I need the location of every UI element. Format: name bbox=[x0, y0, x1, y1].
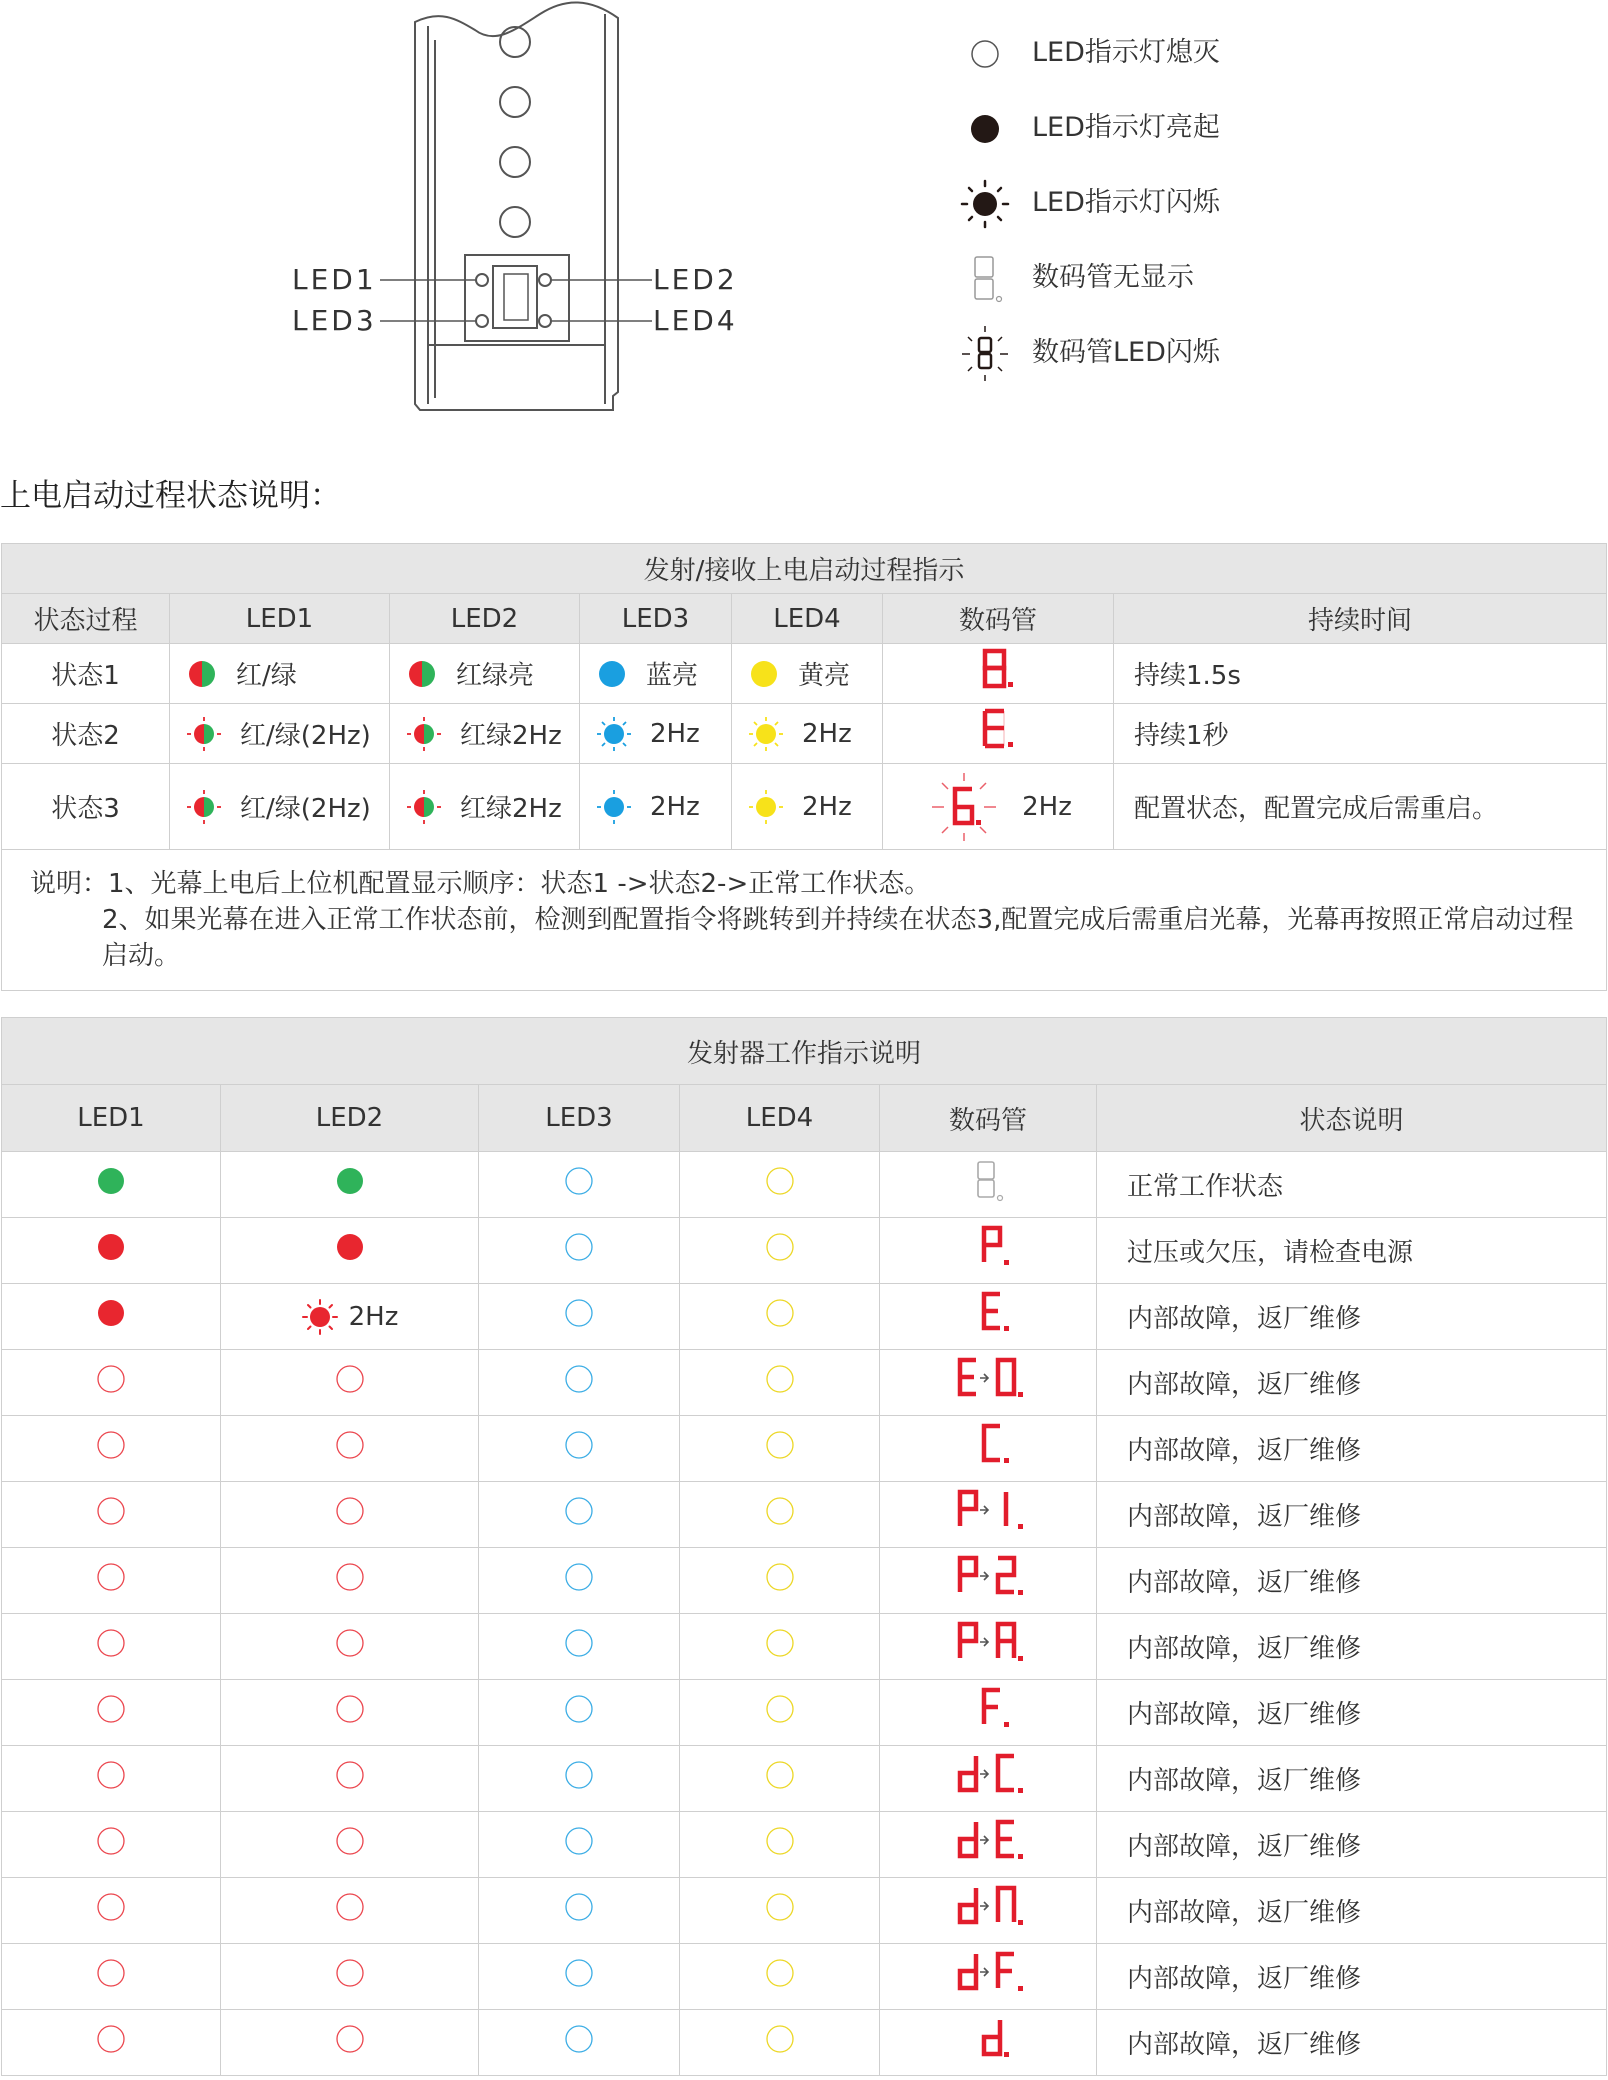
segment-cell bbox=[880, 1284, 1097, 1350]
legend-text: LED指示灯闪烁 bbox=[1032, 187, 1220, 218]
header-cell: LED2 bbox=[390, 594, 580, 644]
led-off-icon bbox=[763, 1890, 797, 1924]
led-off-icon bbox=[763, 1494, 797, 1528]
led-text: 2Hz bbox=[650, 718, 700, 749]
header-cell: 数码管 bbox=[880, 1085, 1097, 1152]
led1-label: LED1 bbox=[292, 263, 377, 296]
segment-display-icon bbox=[948, 1422, 1028, 1468]
description-cell: 内部故障，返厂维修 bbox=[1097, 1482, 1607, 1548]
sun-blink-icon bbox=[950, 174, 1020, 234]
segment-display-icon bbox=[948, 1686, 1028, 1732]
segment-extra-text: 2Hz bbox=[1022, 791, 1072, 822]
led4-cell bbox=[680, 1746, 880, 1812]
circle-filled-icon bbox=[950, 99, 1020, 159]
legend-item-seg-blank bbox=[950, 243, 1570, 318]
red-green-blink-icon bbox=[186, 789, 222, 825]
legend-text: LED指示灯亮起 bbox=[1032, 112, 1220, 143]
description-cell: 内部故障，返厂维修 bbox=[1097, 1812, 1607, 1878]
segment-display-icon bbox=[948, 1554, 1028, 1600]
red-green-blink-icon bbox=[406, 716, 442, 752]
emitter-body bbox=[2, 1152, 1607, 2076]
led4-cell bbox=[732, 704, 883, 764]
segment-display-icon bbox=[948, 1620, 1028, 1666]
led1-cell bbox=[2, 1944, 221, 2010]
led1-cell bbox=[2, 1152, 221, 1218]
led-off-icon bbox=[333, 1956, 367, 1990]
led2-cell bbox=[221, 1284, 479, 1350]
led3-cell bbox=[479, 1878, 680, 1944]
description-cell: 内部故障，返厂维修 bbox=[1097, 1746, 1607, 1812]
led-on-icon bbox=[94, 1230, 128, 1264]
led2-cell bbox=[221, 1548, 479, 1614]
led4-cell bbox=[680, 1680, 880, 1746]
header-cell: 状态过程 bbox=[2, 594, 170, 644]
led3-cell bbox=[479, 1152, 680, 1218]
blue-led-icon bbox=[596, 658, 628, 690]
table-row bbox=[2, 1680, 1607, 1746]
startup-table bbox=[1, 543, 1607, 991]
led-off-icon bbox=[562, 1230, 596, 1264]
led-blink-icon bbox=[301, 1298, 339, 1336]
description-cell: 内部故障，返厂维修 bbox=[1097, 1548, 1607, 1614]
led4-cell bbox=[680, 1878, 880, 1944]
table-row bbox=[2, 1548, 1607, 1614]
segment-display-icon bbox=[948, 1356, 1028, 1402]
led4-cell bbox=[680, 1284, 880, 1350]
description-cell: 内部故障，返厂维修 bbox=[1097, 1416, 1607, 1482]
led-off-icon bbox=[94, 1494, 128, 1528]
note-line-2: 2、如果光幕在进入正常工作状态前，检测到配置指令将跳转到并持续在状态3,配置完成后需重启光幕，光幕再按照正常启动过程启动。 bbox=[102, 905, 1574, 971]
table-row bbox=[2, 1878, 1607, 1944]
state-cell: 状态3 bbox=[2, 764, 170, 850]
legend-item-blink bbox=[950, 168, 1570, 243]
led-off-icon bbox=[562, 1494, 596, 1528]
led2-cell bbox=[390, 704, 580, 764]
segment-display-icon bbox=[948, 2016, 1028, 2062]
led3-cell bbox=[580, 764, 732, 850]
red-green-led-icon bbox=[186, 658, 218, 690]
segment-cell bbox=[880, 1218, 1097, 1284]
startup-table-title: 发射/接收上电启动过程指示 bbox=[2, 544, 1607, 594]
description-cell: 内部故障，返厂维修 bbox=[1097, 1350, 1607, 1416]
seg-6-blink-icon bbox=[924, 771, 1014, 843]
segment-display-icon bbox=[948, 1752, 1028, 1798]
red-green-blink-icon bbox=[186, 716, 222, 752]
table-row bbox=[2, 1812, 1607, 1878]
legend bbox=[950, 18, 1570, 393]
led-off-icon bbox=[333, 1494, 367, 1528]
led2-cell bbox=[221, 1680, 479, 1746]
header-cell: LED3 bbox=[580, 594, 732, 644]
led-on-icon bbox=[94, 1296, 128, 1330]
circle-outline-icon bbox=[950, 24, 1020, 84]
led-text: 红/绿(2Hz) bbox=[240, 794, 371, 824]
led-off-icon bbox=[333, 1890, 367, 1924]
led-off-icon bbox=[562, 1956, 596, 1990]
led-off-icon bbox=[333, 2022, 367, 2056]
segment-cell bbox=[880, 1350, 1097, 1416]
led4-cell bbox=[680, 1152, 880, 1218]
led1-cell bbox=[2, 1746, 221, 1812]
seg-blank-red-icon bbox=[973, 706, 1023, 754]
segment-cell bbox=[880, 1812, 1097, 1878]
led-off-icon bbox=[763, 2022, 797, 2056]
led-off-icon bbox=[94, 1692, 128, 1726]
led2-cell bbox=[221, 1944, 479, 2010]
led1-cell bbox=[2, 1812, 221, 1878]
led-off-icon bbox=[94, 1626, 128, 1660]
table-row bbox=[2, 1152, 1607, 1218]
state-cell: 状态2 bbox=[2, 704, 170, 764]
led-text: 红/绿 bbox=[236, 661, 297, 691]
led3-cell bbox=[479, 1614, 680, 1680]
blue-blink-icon bbox=[596, 789, 632, 825]
description-cell: 过压或欠压，请检查电源 bbox=[1097, 1218, 1607, 1284]
description-cell: 内部故障，返厂维修 bbox=[1097, 1614, 1607, 1680]
header-cell: 持续时间 bbox=[1114, 594, 1607, 644]
led-text: 2Hz bbox=[802, 718, 852, 749]
led1-cell bbox=[2, 1548, 221, 1614]
led3-cell bbox=[580, 644, 732, 704]
header-cell: LED4 bbox=[732, 594, 883, 644]
led-off-icon bbox=[763, 1164, 797, 1198]
table-row bbox=[2, 1944, 1607, 2010]
led1-cell bbox=[2, 1482, 221, 1548]
led-off-icon bbox=[333, 1692, 367, 1726]
led-off-icon bbox=[94, 1428, 128, 1462]
led4-cell bbox=[680, 1416, 880, 1482]
led1-cell bbox=[2, 1614, 221, 1680]
header-cell: LED2 bbox=[221, 1085, 479, 1152]
section-title: 上电启动过程状态说明： bbox=[0, 478, 341, 514]
led-off-icon bbox=[763, 1560, 797, 1594]
led-text: 2Hz bbox=[802, 791, 852, 822]
led-off-icon bbox=[333, 1428, 367, 1462]
led3-cell bbox=[479, 1944, 680, 2010]
description-cell: 内部故障，返厂维修 bbox=[1097, 2010, 1607, 2076]
segment-cell bbox=[880, 1878, 1097, 1944]
emitter-table bbox=[1, 1017, 1607, 2076]
led2-blink-group bbox=[221, 1298, 478, 1336]
led3-cell bbox=[479, 1680, 680, 1746]
led1-cell bbox=[170, 644, 390, 704]
led-off-icon bbox=[763, 1692, 797, 1726]
led2-cell bbox=[221, 1152, 479, 1218]
table-row bbox=[2, 1482, 1607, 1548]
legend-text: 数码管LED闪烁 bbox=[1032, 337, 1220, 368]
description-cell: 内部故障，返厂维修 bbox=[1097, 1284, 1607, 1350]
segment-cell bbox=[880, 1614, 1097, 1680]
yellow-led-icon bbox=[748, 658, 780, 690]
led-off-icon bbox=[562, 1758, 596, 1792]
segment-display-icon bbox=[948, 1950, 1028, 1996]
note-cell bbox=[2, 850, 1607, 991]
led2-cell bbox=[221, 1482, 479, 1548]
led2-cell bbox=[221, 1746, 479, 1812]
led3-cell bbox=[479, 1548, 680, 1614]
table-row bbox=[2, 764, 1607, 850]
segment-cell bbox=[880, 1416, 1097, 1482]
led3-cell bbox=[479, 1746, 680, 1812]
table-row bbox=[2, 644, 1607, 704]
led-off-icon bbox=[562, 1164, 596, 1198]
led4-cell bbox=[680, 2010, 880, 2076]
segment-cell bbox=[883, 704, 1114, 764]
led-off-icon bbox=[562, 1890, 596, 1924]
led1-cell bbox=[170, 764, 390, 850]
led2-cell bbox=[221, 1878, 479, 1944]
led-on-icon bbox=[333, 1230, 367, 1264]
table-row bbox=[2, 1614, 1607, 1680]
led-off-icon bbox=[763, 1428, 797, 1462]
led-off-icon bbox=[562, 1362, 596, 1396]
seg-blink-icon bbox=[950, 324, 1020, 384]
led-text: 2Hz bbox=[650, 791, 700, 822]
legend-item-seg-blink bbox=[950, 318, 1570, 393]
header-cell: 状态说明 bbox=[1097, 1085, 1607, 1152]
segment-display-icon bbox=[948, 1158, 1028, 1204]
led-off-icon bbox=[763, 1230, 797, 1264]
header-cell: LED3 bbox=[479, 1085, 680, 1152]
legend-text: 数码管无显示 bbox=[1032, 262, 1194, 293]
table-row bbox=[2, 1218, 1607, 1284]
led1-cell bbox=[2, 1284, 221, 1350]
segment-cell bbox=[880, 1482, 1097, 1548]
led-off-icon bbox=[333, 1758, 367, 1792]
duration-cell: 配置状态，配置完成后需重启。 bbox=[1114, 764, 1607, 850]
segment-cell bbox=[880, 1152, 1097, 1218]
led3-cell bbox=[580, 704, 732, 764]
red-green-blink-icon bbox=[406, 789, 442, 825]
header-cell: LED1 bbox=[2, 1085, 221, 1152]
led3-cell bbox=[479, 1350, 680, 1416]
led4-label: LED4 bbox=[653, 304, 738, 337]
led2-cell bbox=[221, 1350, 479, 1416]
led4-cell bbox=[680, 1350, 880, 1416]
table-row bbox=[2, 2010, 1607, 2076]
led-off-icon bbox=[763, 1758, 797, 1792]
led2-cell bbox=[390, 764, 580, 850]
led3-label: LED3 bbox=[292, 304, 377, 337]
segment-cell bbox=[880, 1548, 1097, 1614]
segment-display-icon bbox=[948, 1224, 1028, 1270]
led1-cell bbox=[2, 1218, 221, 1284]
header-cell: LED1 bbox=[170, 594, 390, 644]
table-row bbox=[2, 1350, 1607, 1416]
led-off-icon bbox=[763, 1296, 797, 1330]
legend-item-off bbox=[950, 18, 1570, 93]
led-off-icon bbox=[562, 1560, 596, 1594]
led4-cell bbox=[680, 1548, 880, 1614]
led4-cell bbox=[680, 1944, 880, 2010]
led-off-icon bbox=[562, 1428, 596, 1462]
description-cell: 内部故障，返厂维修 bbox=[1097, 1944, 1607, 2010]
led3-cell bbox=[479, 2010, 680, 2076]
led1-cell bbox=[2, 1350, 221, 1416]
state-cell: 状态1 bbox=[2, 644, 170, 704]
led4-cell bbox=[732, 764, 883, 850]
led-off-icon bbox=[333, 1824, 367, 1858]
description-cell: 内部故障，返厂维修 bbox=[1097, 1680, 1607, 1746]
blink-freq-label: 2Hz bbox=[348, 1301, 399, 1332]
led-off-icon bbox=[763, 1362, 797, 1396]
duration-cell: 持续1秒 bbox=[1114, 704, 1607, 764]
led2-cell bbox=[221, 1812, 479, 1878]
table-row bbox=[2, 1416, 1607, 1482]
segment-cell bbox=[883, 644, 1114, 704]
led-off-icon bbox=[94, 1956, 128, 1990]
led2-cell bbox=[221, 2010, 479, 2076]
led-off-icon bbox=[94, 1758, 128, 1792]
led4-cell bbox=[680, 1614, 880, 1680]
description-cell: 正常工作状态 bbox=[1097, 1152, 1607, 1218]
legend-text: LED指示灯熄灭 bbox=[1032, 37, 1220, 68]
led4-cell bbox=[680, 1218, 880, 1284]
segment-display-icon bbox=[948, 1488, 1028, 1534]
yellow-blink-icon bbox=[748, 789, 784, 825]
segment-cell bbox=[883, 764, 1114, 850]
led1-cell bbox=[2, 1878, 221, 1944]
led-off-icon bbox=[763, 1824, 797, 1858]
led3-cell bbox=[479, 1416, 680, 1482]
table-row bbox=[2, 1284, 1607, 1350]
led-off-icon bbox=[562, 1824, 596, 1858]
led4-cell bbox=[732, 644, 883, 704]
led-off-icon bbox=[94, 2022, 128, 2056]
led-off-icon bbox=[562, 1296, 596, 1330]
led2-cell bbox=[221, 1614, 479, 1680]
yellow-blink-icon bbox=[748, 716, 784, 752]
led-text: 红绿2Hz bbox=[460, 794, 562, 824]
segment-cell bbox=[880, 1680, 1097, 1746]
note-line-1: 说明：1、光幕上电后上位机配置显示顺序：状态1 ->状态2->正常工作状态。 bbox=[30, 869, 931, 899]
segment-cell bbox=[880, 1944, 1097, 2010]
led-text: 红/绿(2Hz) bbox=[240, 721, 371, 751]
legend-item-on bbox=[950, 93, 1570, 168]
led-off-icon bbox=[333, 1626, 367, 1660]
led-text: 黄亮 bbox=[798, 661, 851, 691]
description-cell: 内部故障，返厂维修 bbox=[1097, 1878, 1607, 1944]
led2-cell bbox=[221, 1416, 479, 1482]
segment-cell bbox=[880, 1746, 1097, 1812]
led-off-icon bbox=[333, 1362, 367, 1396]
led4-cell bbox=[680, 1812, 880, 1878]
led-off-icon bbox=[94, 1890, 128, 1924]
table-row bbox=[2, 704, 1607, 764]
duration-cell: 持续1.5s bbox=[1114, 644, 1607, 704]
led3-cell bbox=[479, 1284, 680, 1350]
segment-cell bbox=[880, 2010, 1097, 2076]
seg-blank-icon bbox=[950, 249, 1020, 309]
led-off-icon bbox=[333, 1560, 367, 1594]
device-illustration bbox=[280, 0, 740, 420]
led-text: 红绿亮 bbox=[456, 661, 535, 691]
led-text: 蓝亮 bbox=[646, 661, 699, 691]
device-drawing bbox=[280, 0, 740, 420]
led3-cell bbox=[479, 1218, 680, 1284]
led4-cell bbox=[680, 1482, 880, 1548]
led-on-icon bbox=[333, 1164, 367, 1198]
led1-cell bbox=[2, 1680, 221, 1746]
led-text: 红绿2Hz bbox=[460, 721, 562, 751]
led3-cell bbox=[479, 1812, 680, 1878]
seg-8-icon bbox=[973, 646, 1023, 694]
red-green-led-icon bbox=[406, 658, 438, 690]
led-off-icon bbox=[763, 1626, 797, 1660]
led1-cell bbox=[2, 1416, 221, 1482]
emitter-table-title: 发射器工作指示说明 bbox=[2, 1018, 1607, 1085]
led-off-icon bbox=[562, 1626, 596, 1660]
table-row bbox=[2, 1746, 1607, 1812]
led3-cell bbox=[479, 1482, 680, 1548]
led1-cell bbox=[2, 2010, 221, 2076]
led-off-icon bbox=[94, 1362, 128, 1396]
segment-display-icon bbox=[948, 1290, 1028, 1336]
led-off-icon bbox=[94, 1560, 128, 1594]
led2-cell bbox=[390, 644, 580, 704]
segment-display-icon bbox=[948, 1884, 1028, 1930]
led-off-icon bbox=[94, 1824, 128, 1858]
blue-blink-icon bbox=[596, 716, 632, 752]
led-on-icon bbox=[94, 1164, 128, 1198]
led-off-icon bbox=[562, 1692, 596, 1726]
segment-display-icon bbox=[948, 1818, 1028, 1864]
header-cell: 数码管 bbox=[883, 594, 1114, 644]
led2-cell bbox=[221, 1218, 479, 1284]
led-off-icon bbox=[562, 2022, 596, 2056]
note-row bbox=[2, 850, 1607, 991]
header-cell: LED4 bbox=[680, 1085, 880, 1152]
led1-cell bbox=[170, 704, 390, 764]
led2-label: LED2 bbox=[653, 263, 738, 296]
led-off-icon bbox=[763, 1956, 797, 1990]
